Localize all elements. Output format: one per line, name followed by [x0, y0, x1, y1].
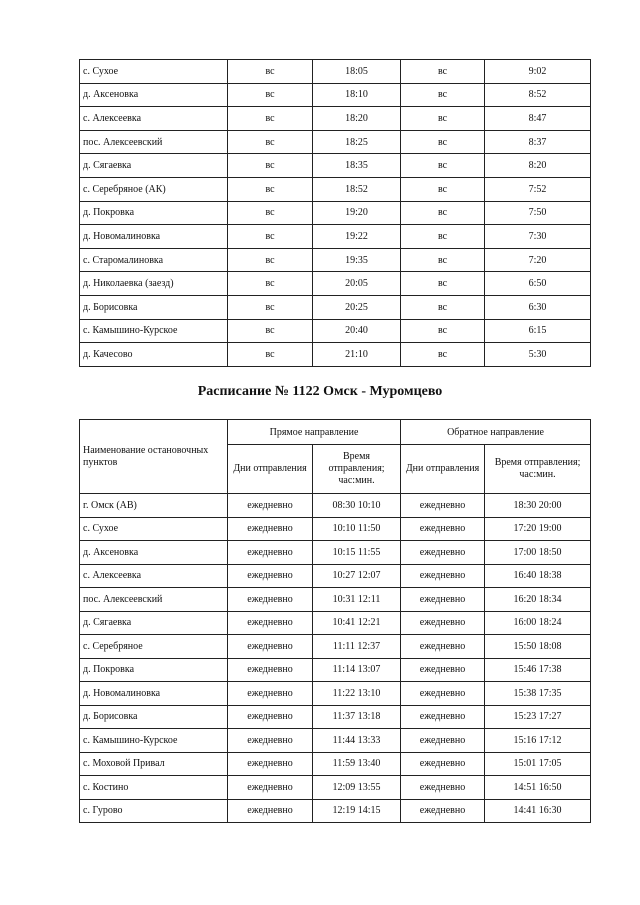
days-backward-cell: вс: [401, 343, 485, 367]
table-row: [80, 83, 591, 107]
schedule-title: Расписание № 1122 Омск - Муромцево: [197, 384, 443, 399]
time-forward-cell: 20:40: [313, 319, 401, 343]
table-row: [80, 799, 591, 823]
stop-name-cell: г. Омск (АВ): [80, 494, 228, 518]
time-backward-cell: 15:23 17:27: [485, 705, 591, 729]
days-forward-cell: ежедневно: [228, 658, 313, 682]
time-backward-cell: 18:30 20:00: [485, 494, 591, 518]
days-backward-cell: вс: [401, 177, 485, 201]
time-forward-cell: 19:20: [313, 201, 401, 225]
stop-name-cell: с. Серебряное (АК): [80, 177, 228, 201]
stop-name-cell: пос. Алексеевский: [80, 130, 228, 154]
days-backward-cell: ежедневно: [401, 494, 485, 518]
time-forward-cell: 11:22 13:10: [313, 682, 401, 706]
days-forward-cell: ежедневно: [228, 705, 313, 729]
table-row: [80, 248, 591, 272]
days-backward-cell: ежедневно: [401, 541, 485, 565]
time-forward-cell: 10:27 12:07: [313, 564, 401, 588]
days-backward-cell: ежедневно: [401, 776, 485, 800]
time-forward-cell: 19:22: [313, 225, 401, 249]
table-row: [80, 611, 591, 635]
table-row: [80, 201, 591, 225]
stop-name-cell: д. Аксеновка: [80, 541, 228, 565]
time-backward-cell: 8:20: [485, 154, 591, 178]
table-row: [80, 107, 591, 131]
days-backward-cell: ежедневно: [401, 799, 485, 823]
days-backward-cell: ежедневно: [401, 564, 485, 588]
time-backward-cell: 7:50: [485, 201, 591, 225]
table-row: [80, 154, 591, 178]
stop-name-cell: с. Серебряное: [80, 635, 228, 659]
time-forward-cell: 18:52: [313, 177, 401, 201]
schedule-1122-body: [80, 494, 591, 823]
stop-name-cell: д. Аксеновка: [80, 83, 228, 107]
time-backward-cell: 8:37: [485, 130, 591, 154]
stop-name-cell: с. Старомалиновка: [80, 248, 228, 272]
table-row: [80, 658, 591, 682]
stop-name-cell: с. Алексеевка: [80, 107, 228, 131]
table-row: [80, 60, 591, 84]
time-forward-cell: 10:31 12:11: [313, 588, 401, 612]
time-backward-cell: 14:41 16:30: [485, 799, 591, 823]
stop-name-cell: с. Гурово: [80, 799, 228, 823]
time-forward-cell: 20:05: [313, 272, 401, 296]
days-forward-cell: ежедневно: [228, 611, 313, 635]
stop-name-cell: с. Камышино-Курское: [80, 319, 228, 343]
table-header-row: [80, 420, 591, 445]
days-backward-cell: ежедневно: [401, 705, 485, 729]
days-backward-cell: ежедневно: [401, 611, 485, 635]
table-row: [80, 588, 591, 612]
header-time-backward: Время отправления; час:мин.: [485, 445, 591, 494]
days-backward-cell: вс: [401, 248, 485, 272]
time-forward-cell: 10:10 11:50: [313, 517, 401, 541]
days-backward-cell: вс: [401, 225, 485, 249]
days-forward-cell: ежедневно: [228, 776, 313, 800]
days-forward-cell: вс: [228, 130, 313, 154]
days-forward-cell: ежедневно: [228, 564, 313, 588]
table-row: [80, 295, 591, 319]
schedule-continued-body: [80, 60, 591, 367]
table-row: [80, 705, 591, 729]
table-row: [80, 729, 591, 753]
days-backward-cell: вс: [401, 319, 485, 343]
table-row: [80, 225, 591, 249]
stop-name-cell: д. Покровка: [80, 201, 228, 225]
days-forward-cell: вс: [228, 248, 313, 272]
stop-name-cell: д. Николаевка (заезд): [80, 272, 228, 296]
stop-name-cell: с. Камышино-Курское: [80, 729, 228, 753]
table-row: [80, 541, 591, 565]
time-backward-cell: 15:50 18:08: [485, 635, 591, 659]
stop-name-cell: с. Сухое: [80, 60, 228, 84]
days-forward-cell: ежедневно: [228, 588, 313, 612]
time-forward-cell: 18:25: [313, 130, 401, 154]
time-backward-cell: 15:46 17:38: [485, 658, 591, 682]
days-backward-cell: вс: [401, 107, 485, 131]
time-backward-cell: 16:00 18:24: [485, 611, 591, 635]
days-forward-cell: ежедневно: [228, 517, 313, 541]
days-backward-cell: вс: [401, 154, 485, 178]
time-forward-cell: 20:25: [313, 295, 401, 319]
days-backward-cell: ежедневно: [401, 658, 485, 682]
days-forward-cell: вс: [228, 154, 313, 178]
time-backward-cell: 15:38 17:35: [485, 682, 591, 706]
stop-name-cell: д. Качесово: [80, 343, 228, 367]
stop-name-cell: с. Моховой Привал: [80, 752, 228, 776]
days-backward-cell: вс: [401, 130, 485, 154]
days-backward-cell: вс: [401, 60, 485, 84]
time-backward-cell: 14:51 16:50: [485, 776, 591, 800]
stop-name-cell: д. Покровка: [80, 658, 228, 682]
stop-name-cell: с. Сухое: [80, 517, 228, 541]
time-backward-cell: 17:00 18:50: [485, 541, 591, 565]
days-backward-cell: ежедневно: [401, 752, 485, 776]
time-backward-cell: 9:02: [485, 60, 591, 84]
stop-name-cell: д. Сягаевка: [80, 611, 228, 635]
table-row: [80, 752, 591, 776]
stop-name-cell: с. Алексеевка: [80, 564, 228, 588]
table-row: [80, 272, 591, 296]
time-backward-cell: 7:30: [485, 225, 591, 249]
days-forward-cell: ежедневно: [228, 494, 313, 518]
time-forward-cell: 18:05: [313, 60, 401, 84]
header-forward-direction: Прямое направление: [228, 420, 401, 445]
header-backward-direction: Обратное направление: [401, 420, 591, 445]
days-forward-cell: вс: [228, 319, 313, 343]
time-backward-cell: 7:52: [485, 177, 591, 201]
days-forward-cell: ежедневно: [228, 752, 313, 776]
time-backward-cell: 15:01 17:05: [485, 752, 591, 776]
time-backward-cell: 7:20: [485, 248, 591, 272]
days-forward-cell: ежедневно: [228, 541, 313, 565]
days-backward-cell: вс: [401, 201, 485, 225]
days-forward-cell: вс: [228, 107, 313, 131]
days-forward-cell: вс: [228, 201, 313, 225]
time-forward-cell: 11:37 13:18: [313, 705, 401, 729]
time-forward-cell: 08:30 10:10: [313, 494, 401, 518]
time-backward-cell: 6:30: [485, 295, 591, 319]
schedule-continued-table: [79, 59, 591, 367]
time-backward-cell: 6:50: [485, 272, 591, 296]
days-forward-cell: ежедневно: [228, 729, 313, 753]
days-backward-cell: вс: [401, 83, 485, 107]
table-row: [80, 517, 591, 541]
days-forward-cell: ежедневно: [228, 682, 313, 706]
time-backward-cell: 16:40 18:38: [485, 564, 591, 588]
stop-name-cell: с. Костино: [80, 776, 228, 800]
time-forward-cell: 21:10: [313, 343, 401, 367]
days-forward-cell: вс: [228, 177, 313, 201]
stop-name-cell: д. Сягаевка: [80, 154, 228, 178]
time-backward-cell: 15:16 17:12: [485, 729, 591, 753]
days-backward-cell: ежедневно: [401, 635, 485, 659]
table-row: [80, 682, 591, 706]
schedule-1122-table: [79, 419, 591, 823]
time-forward-cell: 12:19 14:15: [313, 799, 401, 823]
time-forward-cell: 18:35: [313, 154, 401, 178]
table-row: [80, 177, 591, 201]
stop-name-cell: д. Борисовка: [80, 705, 228, 729]
header-days-forward: Дни отправления: [228, 445, 313, 494]
time-backward-cell: 5:30: [485, 343, 591, 367]
time-backward-cell: 17:20 19:00: [485, 517, 591, 541]
stop-name-cell: пос. Алексеевский: [80, 588, 228, 612]
header-stop-name: Наименование остановочных пунктов: [80, 420, 228, 494]
time-backward-cell: 8:47: [485, 107, 591, 131]
stop-name-cell: д. Новомалиновка: [80, 682, 228, 706]
time-forward-cell: 11:59 13:40: [313, 752, 401, 776]
time-forward-cell: 12:09 13:55: [313, 776, 401, 800]
days-backward-cell: ежедневно: [401, 729, 485, 753]
time-forward-cell: 10:15 11:55: [313, 541, 401, 565]
days-forward-cell: вс: [228, 225, 313, 249]
time-forward-cell: 11:14 13:07: [313, 658, 401, 682]
table-row: [80, 635, 591, 659]
days-forward-cell: вс: [228, 83, 313, 107]
days-forward-cell: ежедневно: [228, 799, 313, 823]
time-backward-cell: 16:20 18:34: [485, 588, 591, 612]
table-row: [80, 564, 591, 588]
header-days-backward: Дни отправления: [401, 445, 485, 494]
stop-name-cell: д. Борисовка: [80, 295, 228, 319]
days-forward-cell: вс: [228, 60, 313, 84]
days-forward-cell: вс: [228, 343, 313, 367]
days-backward-cell: ежедневно: [401, 517, 485, 541]
table-row: [80, 130, 591, 154]
table-row: [80, 494, 591, 518]
time-backward-cell: 8:52: [485, 83, 591, 107]
table-row: [80, 319, 591, 343]
stop-name-cell: д. Новомалиновка: [80, 225, 228, 249]
header-time-forward: Время отправления; час:мин.: [313, 445, 401, 494]
days-backward-cell: вс: [401, 272, 485, 296]
days-forward-cell: вс: [228, 272, 313, 296]
time-forward-cell: 11:11 12:37: [313, 635, 401, 659]
days-forward-cell: вс: [228, 295, 313, 319]
table-row: [80, 776, 591, 800]
days-backward-cell: ежедневно: [401, 682, 485, 706]
days-forward-cell: ежедневно: [228, 635, 313, 659]
table-row: [80, 343, 591, 367]
time-forward-cell: 19:35: [313, 248, 401, 272]
time-forward-cell: 18:20: [313, 107, 401, 131]
time-backward-cell: 6:15: [485, 319, 591, 343]
time-forward-cell: 11:44 13:33: [313, 729, 401, 753]
time-forward-cell: 10:41 12:21: [313, 611, 401, 635]
time-forward-cell: 18:10: [313, 83, 401, 107]
days-backward-cell: ежедневно: [401, 588, 485, 612]
days-backward-cell: вс: [401, 295, 485, 319]
